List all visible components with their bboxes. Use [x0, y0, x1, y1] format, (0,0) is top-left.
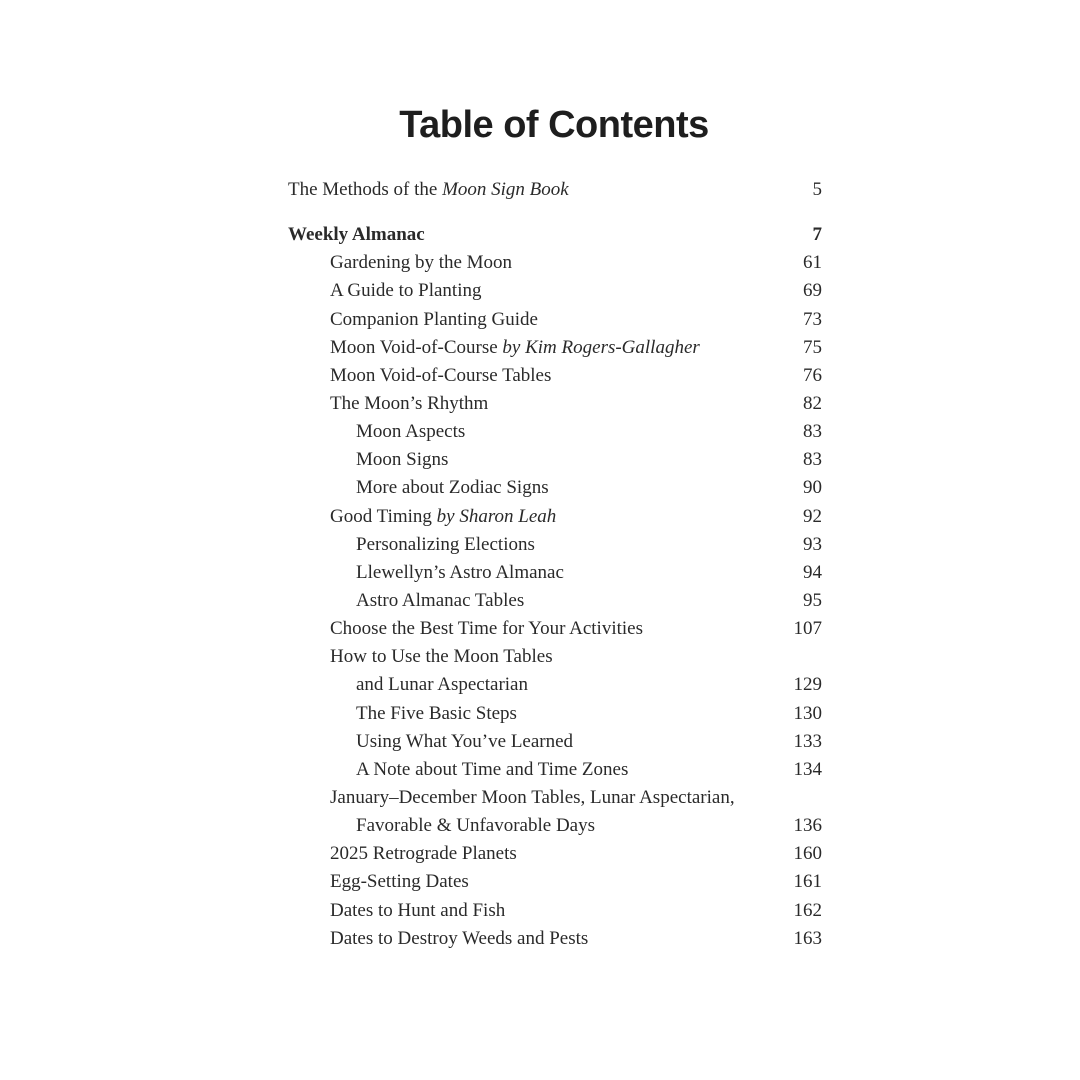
toc-entry-title-part: More about Zodiac Signs [356, 477, 549, 499]
toc-page-number: 73 [803, 308, 822, 330]
toc-entry-title-part: A Guide to Planting [330, 280, 482, 302]
toc-page-number: 95 [803, 589, 822, 611]
toc-entry-title-part: Dates to Destroy Weeds and Pests [330, 927, 589, 949]
toc-entry-title [288, 474, 549, 502]
toc-entry-title [288, 390, 488, 418]
toc-entry-title-part: Personalizing Elections [356, 533, 535, 555]
toc-entry-title-part: The Methods of the [288, 179, 443, 200]
toc-entry-title [288, 700, 517, 728]
toc-page-number: 129 [793, 674, 822, 696]
toc-entry-title-part: Weekly Almanac [288, 224, 425, 246]
toc-entry [288, 784, 822, 812]
toc-section-heading [288, 221, 822, 249]
toc-entry-title-part: 2025 Retrograde Planets [330, 843, 517, 865]
toc-entry-title-italic: by Sharon Leah [436, 505, 557, 527]
toc-entry-title-part: How to Use the Moon Tables [330, 646, 553, 668]
toc-entry [288, 531, 822, 559]
toc-entry [288, 503, 822, 531]
toc-entry-title [288, 897, 505, 925]
toc-entry [288, 756, 822, 784]
toc-entry [288, 615, 822, 643]
toc-entry [288, 277, 822, 305]
toc-entry-title-part: The Five Basic Steps [356, 702, 517, 724]
toc-entry [288, 559, 822, 587]
toc-page-number: 161 [793, 871, 822, 893]
toc-entry-title-part: Good Timing [330, 505, 437, 527]
toc-entry-title-part: Companion Planting Guide [330, 308, 538, 330]
toc-page-number: 136 [793, 815, 822, 837]
toc-page-number: 75 [803, 336, 822, 358]
toc-entry-title [288, 868, 469, 896]
toc-entry-title-part: Llewellyn’s Astro Almanac [356, 561, 564, 583]
toc-page-number: 76 [803, 364, 822, 386]
toc-entry-title [288, 812, 595, 840]
toc-page-number: 160 [793, 843, 822, 865]
toc-entry [288, 390, 822, 418]
toc-entry [288, 671, 822, 699]
toc-entry-title [288, 334, 700, 362]
toc-page-number: 93 [803, 533, 822, 555]
toc-entry-title [288, 306, 538, 334]
toc-entry-title [288, 362, 551, 390]
toc-entry-title [288, 728, 573, 756]
page-title: Table of Contents [399, 104, 709, 146]
toc-entry [288, 306, 822, 334]
toc-entry-title-part: Moon Signs [356, 449, 449, 471]
toc-page-number: 5 [812, 179, 822, 200]
toc-entry-title-part: Using What You’ve Learned [356, 730, 574, 752]
toc-page-number: 163 [793, 927, 822, 949]
toc-entry [288, 474, 822, 502]
toc-entry-title-italic: by Kim Rogers-Gallagher [502, 336, 700, 358]
toc-entry [288, 249, 822, 277]
toc-entry-title-part: Moon Void-of-Course [330, 336, 503, 358]
toc-entry [288, 925, 822, 953]
toc-page-number: 83 [803, 449, 822, 471]
toc-entry [288, 728, 822, 756]
toc-entry [288, 643, 822, 671]
toc-entry-title [288, 784, 735, 812]
toc-entry-title [288, 503, 556, 531]
toc-page-number: 83 [803, 421, 822, 443]
toc-entry [288, 418, 822, 446]
toc-entry [288, 362, 822, 390]
toc-entry-title [288, 249, 512, 277]
toc-entry [288, 446, 822, 474]
toc-entry-title [288, 277, 481, 305]
toc-entry-title [288, 531, 535, 559]
toc-entry-title-part: Favorable & Unfavorable Days [356, 815, 596, 837]
toc-entry-title-part: Moon Aspects [356, 421, 466, 443]
toc-entry-title [288, 756, 628, 784]
toc-entry-title-italic: Moon Sign Book [442, 179, 569, 200]
toc-entry-title [288, 446, 448, 474]
toc-entry [288, 334, 822, 362]
toc-entry-title-part: Egg-Setting Dates [330, 871, 469, 893]
toc-entry-title-part: The Moon’s Rhythm [330, 392, 489, 414]
toc-entry-title [288, 925, 588, 953]
toc-entry [288, 587, 822, 615]
toc-entry [288, 812, 822, 840]
toc-page-number: 94 [803, 561, 822, 583]
toc-page-number: 107 [793, 618, 822, 640]
toc-entry [288, 176, 822, 204]
toc-entry-title [288, 643, 553, 671]
toc-page-number: 82 [803, 392, 822, 414]
toc-page-number: 92 [803, 505, 822, 527]
toc-page-number: 134 [793, 758, 822, 780]
toc-entry-title [288, 221, 425, 249]
toc-entry [288, 868, 822, 896]
toc-entry-title-part: Dates to Hunt and Fish [330, 899, 506, 921]
toc-entry [288, 897, 822, 925]
toc-entry [288, 840, 822, 868]
toc-page-number: 130 [793, 702, 822, 724]
toc-entry-title-part: Choose the Best Time for Your Activities [330, 618, 643, 640]
toc-entry-title [288, 615, 643, 643]
toc-entry-title [288, 840, 517, 868]
toc-entry-title-part: Gardening by the Moon [330, 252, 513, 274]
toc-entry-title [288, 587, 524, 615]
toc-entry-title [288, 559, 564, 587]
toc-entry [288, 700, 822, 728]
toc-entry-title-part: January–December Moon Tables, Lunar Aspectarian, [330, 786, 735, 808]
toc-page-number: 90 [803, 477, 822, 499]
table-of-contents-list [288, 176, 822, 953]
toc-entry-title-part: A Note about Time and Time Zones [356, 758, 629, 780]
toc-page-number: 133 [793, 730, 822, 752]
toc-entry-title [288, 671, 528, 699]
toc-entry-title [288, 418, 465, 446]
toc-entry-title-part: Moon Void-of-Course Tables [330, 364, 552, 386]
toc-entry-title-part: Astro Almanac Tables [356, 589, 525, 611]
toc-entry-title-part: and Lunar Aspectarian [356, 674, 528, 696]
toc-page-number: 162 [793, 899, 822, 921]
toc-page-number: 61 [803, 252, 822, 274]
toc-page-number: 7 [812, 224, 822, 246]
toc-page-number: 69 [803, 280, 822, 302]
toc-entry-title [288, 176, 569, 204]
